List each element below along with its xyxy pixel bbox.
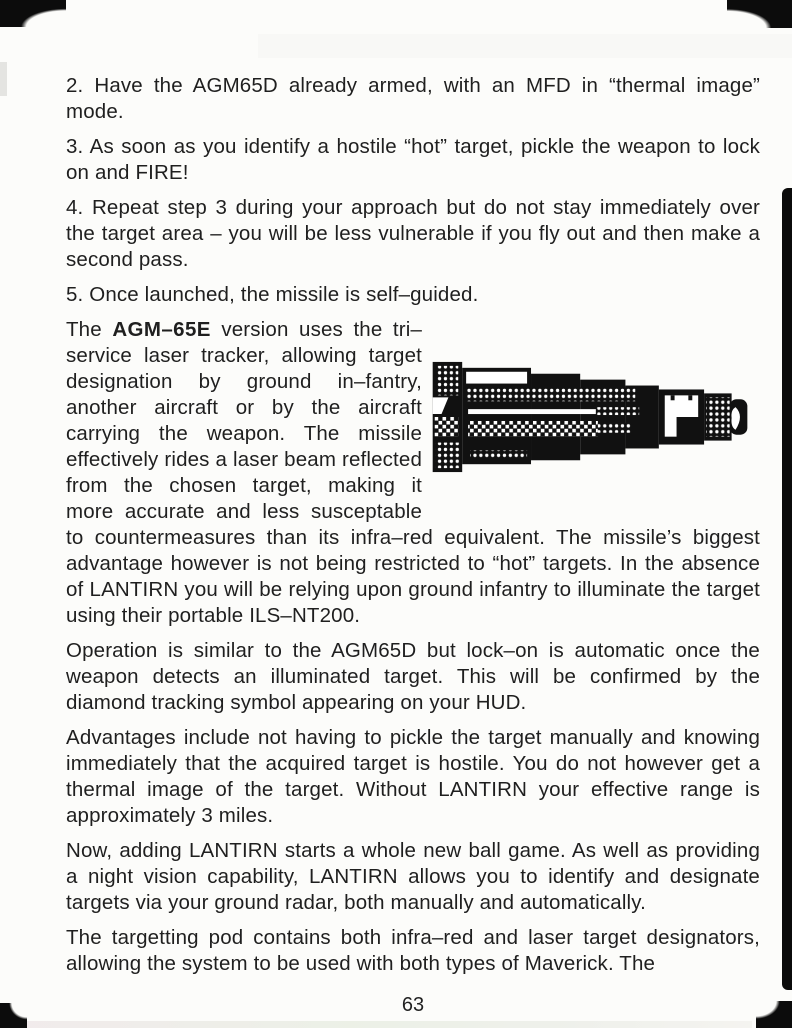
missile-figure [422, 317, 760, 517]
agm65e-body-text: version uses the tri–service laser tracker, allowing target designation by ground in–fantry, another aircraft or by the aircraft carrying the weapon. The missile effectively rides a laser beam reflected from the chosen target, making it more accurate and less susceptable to countermeasures than its infra–red equivalent. The missile’s biggest advantage however is not being restricted to “hot” targets. In the absence of LANTIRN you will be relying upon ground infantry to illuminate the target using their portable ILS–NT200. [66, 318, 760, 627]
paragraph-operation: Operation is similar to the AGM65D but lock–on is automatic once the weapon detects an illuminated target. This will be confirmed by the diamond tracking symbol appearing on your HUD. [66, 639, 760, 714]
agm65e-model-name: AGM–65E [112, 318, 211, 341]
agm65e-lead-text: The [66, 318, 113, 341]
maverick-missile-image [428, 358, 754, 476]
page-number: 63 [401, 994, 425, 1016]
paragraph-step-5: 5. Once launched, the missile is self–guided. [66, 283, 479, 306]
paragraph-lantirn: Now, adding LANTIRN starts a whole new ball game. As well as providing a night vision capability, LANTIRN allows you to identify and designate targets via your ground radar, both manually and automatically. [66, 839, 760, 914]
scan-corner-top-left [0, 0, 66, 27]
scan-shading-top [258, 34, 792, 58]
scan-corner-top-right [727, 0, 792, 28]
scan-shading-bottom [24, 1021, 752, 1028]
scan-edge-right-bar [782, 188, 792, 990]
paragraph-step-2: 2. Have the AGM65D already armed, with an MFD in “thermal image” mode. [66, 74, 760, 123]
paragraph-agm65e [66, 317, 760, 629]
scan-corner-bottom-left [0, 1003, 27, 1028]
scan-corner-bottom-right [756, 1001, 792, 1028]
paragraph-step-3: 3. As soon as you identify a hostile “hot” target, pickle the weapon to lock on and FIRE! [66, 135, 760, 184]
paragraph-targetting-pod: The targetting pod contains both infra–red and laser target designators, allowing the system to be used with both types of Maverick. The [66, 926, 760, 975]
page-content [66, 73, 760, 1017]
paragraph-step-4: 4. Repeat step 3 during your approach but do not stay immediately over the target area – you will be less vulnerable if you fly out and then make a second pass. [66, 196, 760, 271]
scan-smudge-left [0, 62, 7, 96]
paragraph-advantages: Advantages include not having to pickle the target manually and knowing immediately that the acquired target is hostile. You do not however get a thermal image of the target. Without LANTIRN your effective range is approximately 3 miles. [66, 726, 760, 827]
